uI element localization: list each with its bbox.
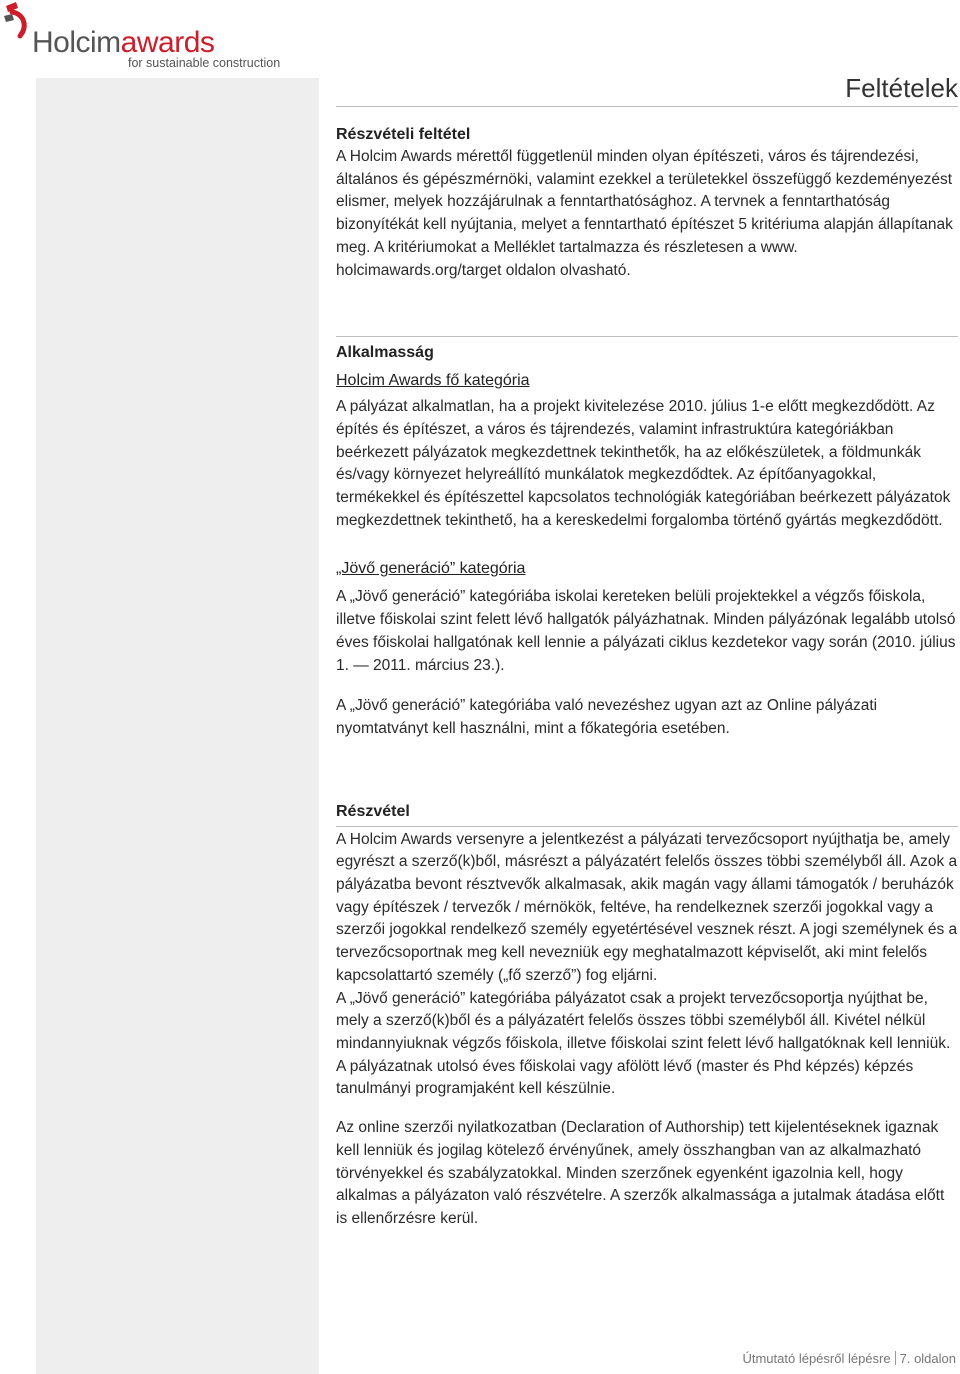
participation-body-1: A Holcim Awards versenyre a jelentkezést a pályázati tervezőcsoport nyújthatja be, amely egyrészt a szerző(k)ből, másrészt a pályázatért felelős összes többi személyből áll. Azok a pályázatba bevont résztvevők alkalmasak, akik magán vagy állami támogatók / beruházók vagy építészek / tervezők / mérnökök, feltéve, ha rendelkeznek szerzői jogokkal vagy a szerzői jogokkal rendelkező személy egyetértésével vesznek részt. A jogi személynek és a tervezőcsoportnak meg kell nevezniük egy meghatalmazott képviselőt, aki mint felelős kapcsolattartó személy („fő szerző”) fog eljárni.	[336, 830, 958, 984]
footer-page-number: 7. oldalon	[899, 1351, 956, 1366]
page-title: Feltételek	[845, 73, 958, 103]
logo-word-holcim: Holcim	[32, 26, 121, 59]
main-content	[336, 124, 958, 1231]
next-generation-body-1: A „Jövő generáció” kategóriába iskolai kereteken belüli projektekkel a végzős főiskola, illetve főiskolai szint felett lévő hallgatók pályázhatnak. Minden pályázónak legalább utolsó éves főiskolai hallgatónak kell lennie a pályázati ciklus kezdetekor vagy során (2010. július 1. — 2011. március 23.).	[336, 588, 956, 674]
participation-condition-body: A Holcim Awards mérettől függetlenül minden olyan építészeti, város és tájrendezési, általános és gépészmérnöki, valamint ezekkel a területekkel összefüggő kezdeményezést elismer, melyek hozzájárulnak a fenntarthatósághoz. A tervnek a fenntarthatóság bizonyítékát kell nyújtania, melyet a fenntartható építészet 5 kritériuma alapján állapítanak meg. A kritériumokat a Melléklet tartalmazza és részletesen a www. holcimawards.org/target oldalon olvasható.	[336, 148, 953, 279]
participation-heading: Részvétel	[336, 802, 410, 820]
logo-mark-icon	[2, 2, 32, 48]
footer-separator	[895, 1351, 896, 1365]
next-generation-body-2: A „Jövő generáció” kategóriába való nevezéshez ugyan azt az Online pályázati nyomtatványt kell használni, mint a főkategória esetében.	[336, 697, 878, 737]
participation-condition-section	[336, 124, 958, 282]
participation-section	[336, 801, 958, 1231]
participation-body-3: Az online szerzői nyilatkozatban (Declaration of Authorship) tett kijelentéseknek igaznak kell lenniük és jogilag kötelező érvényűnek, amely összhangban van az alkalmazható törvényekkel és szabályzatokkal. Minden szerzőnek egyenként igazolnia kell, hogy alkalmas a pályázaton való részvételre. A szerzők alkalmassága a jutalmak átadása előtt is ellenőrzésre kerül.	[336, 1119, 945, 1227]
footer-guide-label: Útmutató lépésről lépésre	[742, 1351, 891, 1366]
main-category-body: A pályázat alkalmatlan, ha a projekt kivitelezése 2010. július 1-e előtt megkezdődött. Az építés és építészet, a város és tájrendezés, valamint infrastruktúra kategóriákban beérkezett pályázatok megkezdettnek tekinthetők, ha az előkészületek, a földmunkák és/vagy környezet helyreállító munkálatok megkezdődtek. Az építőanyagokkal, termékekkel és építészettel kapcsolatos technológiák kategóriában beérkezett pályázatok megkezdettnek tekinthető, ha a kereskedelmi forgalomba történő gyártás megkezdődött.	[336, 398, 951, 529]
page-footer	[742, 1351, 956, 1366]
eligibility-section	[336, 342, 958, 740]
main-category-subheading: Holcim Awards fő kategória	[336, 372, 530, 390]
holcim-awards-logo	[0, 0, 300, 76]
section-divider	[336, 106, 958, 107]
participation-body-2: A „Jövő generáció” kategóriába pályázatot csak a projekt tervezőcsoportja nyújthat be, mely a szerző(k)ből és a pályázatért felelős összes többi személyből áll. Kivétel nélkül mindannyiuknak végzős főiskola, illetve főiskolai szint felett lévő hallgatóknak kell lenniük. A pályázatnak utolsó éves főiskolai vagy afölött lévő (master és Phd képzés) képzés tanulmányi programjaként kell készülnie.	[336, 989, 951, 1098]
participation-condition-heading: Részvételi feltétel	[336, 126, 471, 143]
logo-tagline: for sustainable construction	[128, 56, 281, 70]
next-generation-subheading: „Jövő generáció” kategória	[336, 560, 526, 578]
left-sidebar-panel	[36, 78, 319, 1374]
eligibility-heading: Alkalmasság	[336, 344, 434, 362]
logo-word-awards: awards	[120, 26, 215, 59]
logo-wordmark	[32, 26, 214, 60]
